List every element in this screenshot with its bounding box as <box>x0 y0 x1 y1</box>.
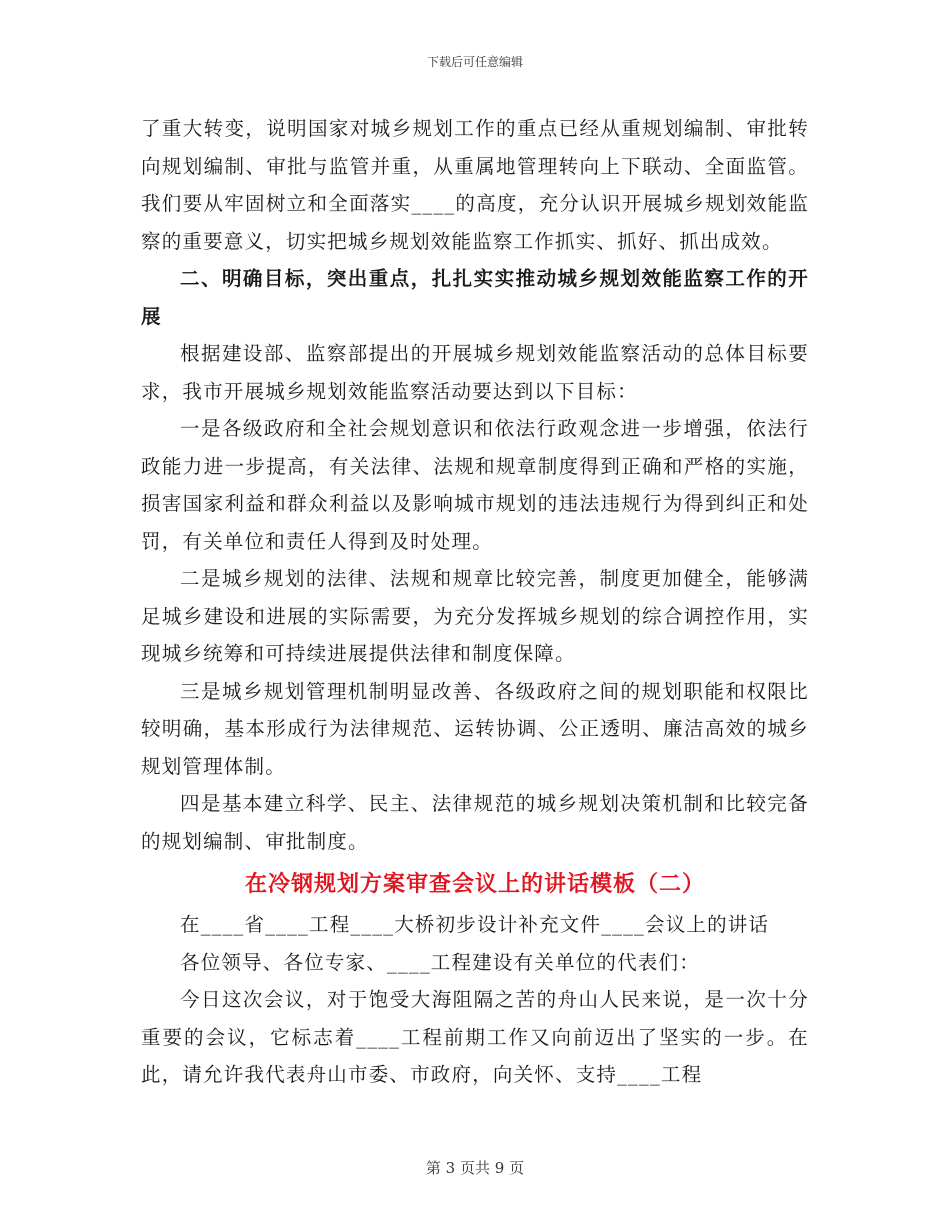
paragraph-goal-2: 二是城乡规划的法律、法规和规章比较完善，制度更加健全，能够满足城乡建设和进展的实际需要，为充分发挥城乡规划的综合调控作用，实现城乡统筹和可持续进展提供法律和制度保障。 <box>141 567 809 665</box>
paragraph-goals-intro: 根据建设部、监察部提出的开展城乡规划效能监察活动的总体目标要求，我市开展城乡规划效能监察活动要达到以下目标： <box>141 342 809 403</box>
speech-paragraph-1: 今日这次会议，对于饱受大海阻隔之苦的舟山人民来说，是一次十分重要的会议，它标志着____工程前期工作又向前迈出了坚实的一步。在此，请允许我代表舟山市委、市政府，向关怀、支持____工程 <box>141 988 809 1086</box>
paragraph-goal-4: 四是基本建立科学、民主、法律规范的城乡规划决策机制和比较完备的规划编制、审批制度。 <box>141 792 809 853</box>
paragraph-goal-3: 三是城乡规划管理机制明显改善、各级政府之间的规划职能和权限比较明确，基本形成行为法律规范、运转协调、公正透明、廉洁高效的城乡规划管理体制。 <box>141 679 809 778</box>
speech-subtitle: 在____省____工程____大桥初步设计补充文件____会议上的讲话 <box>180 913 770 936</box>
page-number: 第 3 页共 9 页 <box>425 1159 525 1177</box>
document-body <box>141 110 809 1094</box>
paragraph-goal-1: 一是各级政府和全社会规划意识和依法行政观念进一步增强，依法行政能力进一步提高，有关法律、法规和规章制度得到正确和严格的实施，损害国家利益和群众利益以及影响城市规划的违法违规行为得到纠正和处罚，有关单位和责任人得到及时处理。 <box>141 417 809 553</box>
section-heading-2: 二、明确目标，突出重点，扎扎实实推动城乡规划效能监察工作的开展 <box>141 267 809 328</box>
page-header: 下载后可任意编辑 <box>426 55 523 69</box>
document-title: 在冷钢规划方案审查会议上的讲话模板（二） <box>244 871 705 897</box>
speech-greeting: 各位领导、各位专家、____工程建设有关单位的代表们： <box>180 950 700 974</box>
paragraph-intro-continuation: 了重大转变，说明国家对城乡规划工作的重点已经从重规划编制、审批转向规划编制、审批与监管并重，从重属地管理转向上下联动、全面监管。我们要从牢固树立和全面落实____的高度，充分认识开展城乡规划效能监察的重要意义，切实把城乡规划效能监察工作抓实、抓好、抓出成效。 <box>141 117 809 253</box>
